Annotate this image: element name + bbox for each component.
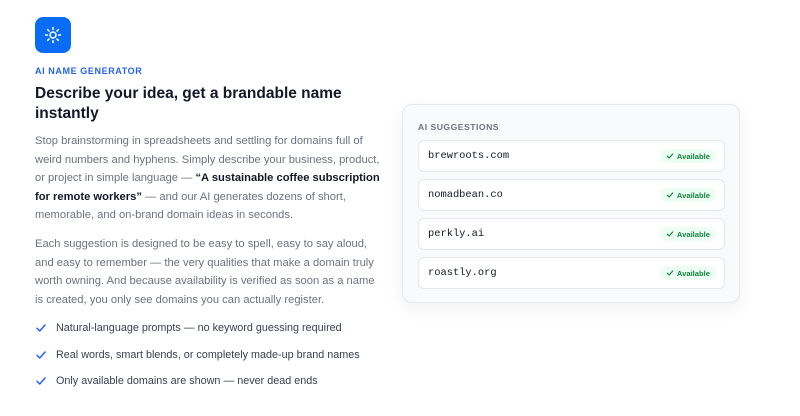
check-icon (666, 191, 674, 199)
detail-paragraph: Each suggestion is designed to be easy to spell, easy to say aloud, and easy to remember — the very qualities that make a domain truly worth owning. And because availability is verified as soon as a name is created, you only see domains you can actually register. (35, 238, 375, 306)
feature-item (35, 319, 360, 337)
feature-list (35, 319, 360, 399)
check-icon (35, 322, 47, 334)
suggestion-list (418, 140, 725, 296)
card-title: AI SUGGESTIONS (418, 122, 500, 132)
feature-item (35, 372, 360, 390)
domain-name: nomadbean.co (428, 189, 503, 201)
availability-badge (660, 149, 716, 163)
availability-badge (660, 266, 716, 280)
page-headline: Describe your idea, get a brandable name instantly (35, 85, 342, 122)
intro-text-before: Stop brainstorming in spreadsheets and settling for domains full of weird numbers and hyphens. Simply describe your business, product, or project in simple language — (35, 135, 380, 185)
check-icon (666, 230, 674, 238)
availability-badge (660, 227, 716, 241)
check-icon (35, 375, 47, 387)
domain-name: roastly.org (428, 267, 497, 279)
sun-icon (44, 26, 62, 44)
check-icon (666, 269, 674, 277)
brand-logo (35, 17, 71, 53)
intro-text-after: — and our AI generates dozens of short, memorable, and on-brand domain ideas in seconds. (35, 190, 346, 222)
suggestion-row[interactable] (418, 257, 725, 289)
section-eyebrow: AI NAME GENERATOR (35, 66, 143, 76)
availability-label: Available (676, 190, 710, 200)
feature-text: Only available domains are shown — never dead ends (56, 375, 318, 387)
feature-text: Natural-language prompts — no keyword guessing required (56, 322, 342, 334)
availability-badge (660, 188, 716, 202)
check-icon (666, 152, 674, 160)
domain-name: brewroots.com (428, 150, 510, 162)
feature-text: Real words, smart blends, or completely made-up brand names (56, 348, 360, 361)
feature-item (35, 346, 360, 364)
availability-label: Available (676, 268, 710, 278)
intro-paragraph (35, 132, 380, 225)
ai-suggestions-card (402, 104, 740, 303)
suggestion-row[interactable] (418, 140, 725, 172)
suggestion-row[interactable] (418, 179, 725, 211)
check-icon (35, 349, 47, 361)
example-prompt-quote: “A sustainable coffee subscription for remote workers” (35, 172, 380, 203)
availability-label: Available (676, 229, 710, 239)
suggestion-row[interactable] (418, 218, 725, 250)
domain-name: perkly.ai (428, 228, 485, 240)
availability-label: Available (676, 151, 710, 161)
